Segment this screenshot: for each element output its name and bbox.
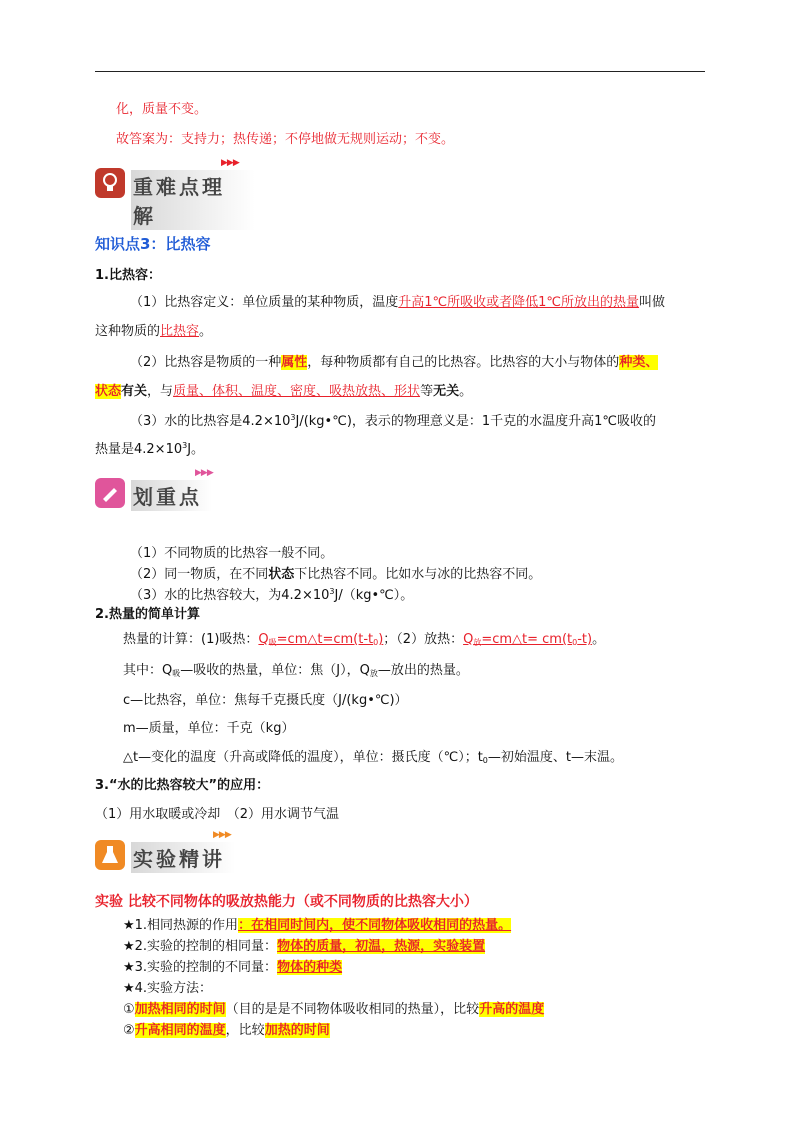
- experiment-heading: 实验 比较不同物体的吸放热能力（或不同物质的比热容大小）: [95, 894, 478, 910]
- exp-step-1: ★1.相同热源的作用：在相同时间内，使不同物体吸收相同的热量。: [123, 918, 512, 933]
- kp3-heading: 知识点3：比热容: [95, 235, 211, 253]
- application-line: （1）用水取暖或冷却 （2）用水调节气温: [95, 807, 340, 822]
- p1-line2: 这种物质的比热容。: [95, 324, 213, 339]
- exp-method-2: ②升高相同的温度，比较加热的时间: [123, 1023, 330, 1038]
- pen-icon: [95, 478, 125, 508]
- key-points-badge: ▶▶▶ 重难点理解: [95, 168, 255, 202]
- application-title: 3.“水的比热容较大”的应用：: [95, 778, 270, 793]
- answer-tail-line: 化，质量不变。: [116, 102, 208, 117]
- bulb-icon: [95, 168, 125, 198]
- p3-line1: （3）水的比热容是$4.2\times 10^3J/(kg•℃)$，表示的物理意义是：1千克的水温度升高1℃吸收的: [130, 413, 657, 429]
- flask-icon: [95, 840, 125, 870]
- experiment-badge: ▶▶▶ 实验精讲: [95, 840, 245, 874]
- exp-step-3: ★3.实验的控制的不同量：物体的种类: [123, 960, 343, 975]
- key-points-title: 重难点理解: [131, 170, 255, 230]
- section1-title: 1.比热容：: [95, 268, 161, 283]
- exp-step-4: ★4.实验方法：: [123, 981, 213, 996]
- hl-item-1: （1）不同物质的比热容一般不同。: [130, 546, 334, 561]
- highlight-badge: ▶▶▶ 划重点: [95, 478, 225, 512]
- calc-c-line: c—比热容，单位：焦每千克摄氏度（J/(kg•℃)）: [123, 693, 408, 708]
- answer-line: 故答案为：支持力；热传递；不停地做无规则运动；不变。: [116, 132, 455, 147]
- exp-step-2: ★2.实验的控制的相同量：物体的质量，初温，热源，实验装置: [123, 939, 486, 954]
- calc-title: 2.热量的简单计算: [95, 607, 200, 622]
- experiment-title: 实验精讲: [131, 842, 235, 873]
- p2-line2: 状态有关，与质量、体积、温度、密度、吸热放热、形状等无关。: [95, 384, 473, 399]
- calc-dt-line: △t—变化的温度（升高或降低的温度），单位：摄氏度（℃）；$t_0—$初始温度、t—末温。: [123, 750, 623, 765]
- exp-method-1: ①加热相同的时间（目的是是不同物体吸收相同的热量），比较升高的温度: [123, 1002, 545, 1017]
- highlight-title: 划重点: [131, 480, 212, 511]
- hl-item-2: （2）同一物质，在不同状态下比热容不同。比如水与冰的比热容不同。: [130, 567, 542, 582]
- calc-m-line: m—质量，单位：千克（kg）: [123, 721, 295, 736]
- p1-line1: （1）比热容定义：单位质量的某种物质，温度升高1℃所吸收或者降低1℃所放出的热量叫做: [130, 295, 666, 310]
- header-rule: [95, 71, 705, 72]
- hl-item-3: （3）水的比热容较大，为$4.2\times 10^3J/(kg•℃)$。: [130, 587, 414, 603]
- calc-formula-line: 热量的计算：(1)吸热：$Q_吸=cm\triangle t=cm(t-t_0)$；（2）放热：$Q_放=cm\triangle t= cm(t_0-t)$。: [123, 632, 606, 647]
- p2-line1: （2）比热容是物质的一种属性，每种物质都有自己的比热容。比热容的大小与物体的种类、: [130, 355, 659, 370]
- p3-line2: 热量是$4.2\times 10^3J$。: [95, 441, 205, 457]
- calc-q-line: 其中：$Q_吸—$吸收的热量，单位：焦（J），$Q_放—$放出的热量。: [123, 663, 469, 678]
